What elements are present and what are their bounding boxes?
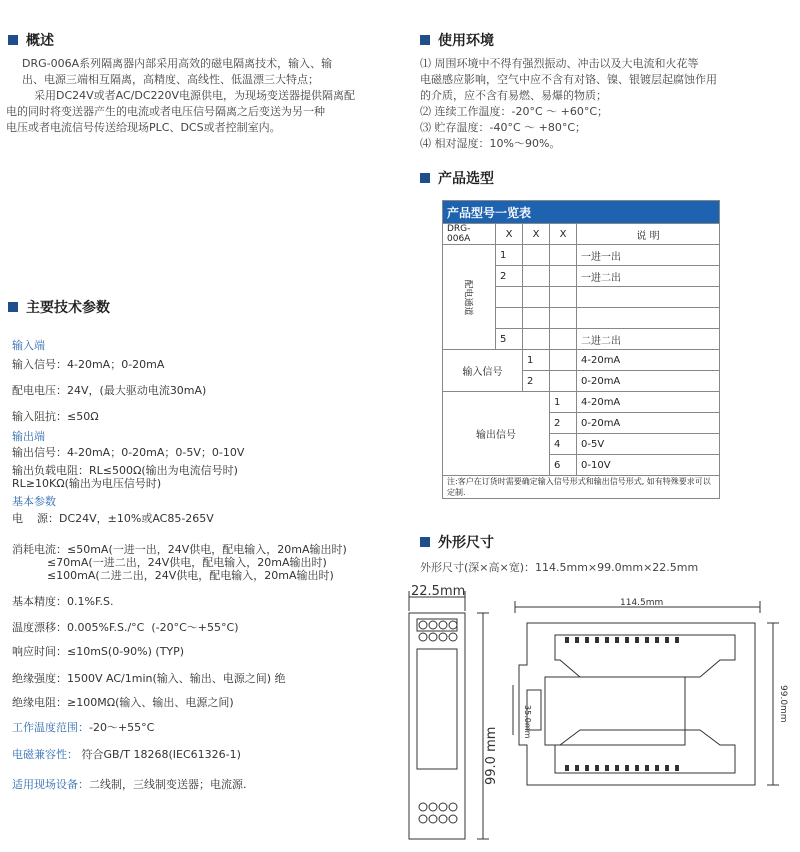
code-cell: 1 bbox=[496, 245, 523, 266]
environment-line: ⑴ 周围环境中不得有强烈振动、冲击以及大电流和火花等 bbox=[420, 57, 699, 70]
code-cell: 5 bbox=[496, 329, 523, 350]
desc-cell bbox=[577, 287, 720, 308]
overview-title-text: 概述 bbox=[26, 33, 54, 49]
overview-line: DRG-006A系列隔离器内部采用高效的磁电隔离技术，输入、输 bbox=[22, 57, 333, 70]
selection-title-text: 产品选型 bbox=[438, 171, 494, 187]
overview-paragraph bbox=[6, 56, 356, 136]
desc-cell: 4-20mA bbox=[577, 350, 720, 371]
side-height-label: 99.0mm bbox=[778, 685, 788, 723]
environment-line: ⑷ 相对湿度：10%～90%。 bbox=[420, 137, 561, 150]
code-cell: 1 bbox=[523, 350, 550, 371]
overview-title bbox=[8, 30, 54, 50]
input-signal-label: 输入信号 bbox=[443, 350, 523, 392]
dimensions-title-text: 外形尺寸 bbox=[438, 535, 494, 551]
spec-value: -20～+55°C bbox=[89, 721, 155, 734]
code-cell: 2 bbox=[496, 266, 523, 287]
dimensions-caption: 外形尺寸(深×高×宽)：114.5mm×99.0mm×22.5mm bbox=[420, 561, 699, 574]
spec-item bbox=[12, 719, 154, 735]
environment-line: 的介质，应不含有易燃、易爆的物质； bbox=[420, 89, 607, 102]
desc-cell: 一进一出 bbox=[577, 245, 720, 266]
spec-item: 绝缘强度：1500V AC/1min(输入、输出、电源之间) 绝 bbox=[12, 672, 286, 685]
code-cell: 1 bbox=[550, 392, 577, 413]
table-row bbox=[443, 245, 720, 266]
channel-group-text: 配电通道 bbox=[462, 278, 473, 316]
code-cell: 4 bbox=[550, 434, 577, 455]
table-row bbox=[443, 350, 720, 371]
code-cell: 2 bbox=[550, 413, 577, 434]
desc-cell: 0-20mA bbox=[577, 371, 720, 392]
header-model: DRG-006A bbox=[443, 224, 496, 245]
code-cell: 6 bbox=[550, 455, 577, 476]
spec-value: 二线制，三线制变送器；电流源. bbox=[89, 778, 247, 791]
table-note: 注:客户在订货时需要确定输入信号形式和输出信号形式, 如有特殊要求可以定制. bbox=[443, 476, 720, 499]
code-cell bbox=[496, 308, 523, 329]
spec-item: 温度漂移：0.005%F.S./°C (-20°C～+55°C) bbox=[12, 621, 239, 634]
section-bullet-icon bbox=[420, 173, 430, 183]
environment-line: ⑶ 贮存温度：-40°C ～ +80°C； bbox=[420, 121, 587, 134]
spec-item: ≤70mA(一进二出，24V供电，配电输入，20mA输出时) bbox=[12, 556, 327, 569]
dimensions-title bbox=[420, 532, 494, 552]
header-desc: 说 明 bbox=[577, 224, 720, 245]
rail-label: 35.0mm bbox=[523, 705, 532, 739]
spec-label: 电磁兼容性： bbox=[12, 748, 78, 761]
height-label: 99.0 mm bbox=[484, 726, 499, 785]
desc-cell bbox=[577, 308, 720, 329]
specs-title-text: 主要技术参数 bbox=[26, 300, 110, 316]
depth-label: 114.5mm bbox=[620, 598, 664, 608]
spec-item bbox=[12, 746, 241, 762]
code-cell: 2 bbox=[523, 371, 550, 392]
spec-item: 消耗电流：≤50mA(一进一出，24V供电，配电输入，20mA输出时) bbox=[12, 543, 347, 556]
spec-item: 配电电压：24V，(最大驱动电流30mA) bbox=[12, 384, 207, 397]
side-view-drawing bbox=[505, 595, 795, 810]
overview-line: 电的同时将变送器产生的电流或者电压信号隔离之后变送为另一种 bbox=[6, 105, 325, 118]
section-bullet-icon bbox=[420, 35, 430, 45]
overview-line: 出、电源三端相互隔离，高精度、高线性、低温漂三大特点； bbox=[22, 73, 319, 86]
environment-line: ⑵ 连续工作温度：-20°C ～ +60°C； bbox=[420, 105, 609, 118]
spec-item: 输出负载电阻：RL≤500Ω(输出为电流信号时) bbox=[12, 464, 238, 477]
section-bullet-icon bbox=[420, 537, 430, 547]
header-x3: X bbox=[550, 224, 577, 245]
table-row bbox=[443, 392, 720, 413]
spec-label: 工作温度范围： bbox=[12, 721, 89, 734]
section-bullet-icon bbox=[8, 302, 18, 312]
header-x1: X bbox=[496, 224, 523, 245]
spec-item: 输出信号：4-20mA；0-20mA；0-5V；0-10V bbox=[12, 446, 245, 459]
desc-cell: 二进二出 bbox=[577, 329, 720, 350]
desc-cell: 0-20mA bbox=[577, 413, 720, 434]
desc-cell: 0-10V bbox=[577, 455, 720, 476]
spec-item: 输入阻抗：≤50Ω bbox=[12, 410, 99, 423]
table-title: 产品型号一览表 bbox=[443, 201, 720, 224]
selection-title bbox=[420, 168, 494, 188]
code-cell bbox=[496, 287, 523, 308]
spec-value: 符合GB/T 18268(IEC61326-1) bbox=[78, 748, 241, 761]
environment-title-text: 使用环境 bbox=[438, 33, 494, 49]
channel-group-label bbox=[443, 245, 496, 350]
environment-line: 电磁感应影响，空气中应不含有对铬、镍、银镀层起腐蚀作用 bbox=[420, 73, 717, 86]
spec-item: 绝缘电阻：≥100MΩ(输入、输出、电源之间) bbox=[12, 696, 234, 709]
section-bullet-icon bbox=[8, 35, 18, 45]
spec-item: 响应时间：≤10mS(0-90%) (TYP) bbox=[12, 645, 185, 658]
spec-item: 电 源：DC24V，±10%或AC85-265V bbox=[12, 512, 214, 525]
desc-cell: 0-5V bbox=[577, 434, 720, 455]
spec-item: RL≥10KΩ(输出为电压信号时) bbox=[12, 477, 162, 490]
overview-line: 采用DC24V或者AC/DC220V电源供电，为现场变送器提供隔离配 bbox=[34, 89, 356, 102]
spec-label: 适用现场设备： bbox=[12, 778, 89, 791]
overview-line: 电压或者电流信号传送给现场PLC、DCS或者控制室内。 bbox=[6, 121, 281, 134]
header-x2: X bbox=[523, 224, 550, 245]
desc-cell: 4-20mA bbox=[577, 392, 720, 413]
spec-item: 输入信号：4-20mA；0-20mA bbox=[12, 358, 165, 371]
product-selection-table bbox=[442, 200, 720, 499]
desc-cell: 一进二出 bbox=[577, 266, 720, 287]
spec-item: 输入端 bbox=[12, 339, 45, 352]
output-signal-label: 输出信号 bbox=[443, 392, 550, 476]
spec-item: 基本参数 bbox=[12, 495, 56, 508]
width-label: 22.5mm bbox=[411, 585, 466, 599]
environment-title bbox=[420, 30, 494, 50]
spec-item: ≤100mA(二进二出，24V供电，配电输入，20mA输出时) bbox=[12, 569, 334, 582]
table-header-row bbox=[443, 224, 720, 245]
specs-title bbox=[8, 297, 110, 317]
front-view-drawing bbox=[395, 585, 500, 845]
spec-item: 输出端 bbox=[12, 430, 45, 443]
spec-item: 基本精度：0.1%F.S. bbox=[12, 595, 114, 608]
spec-item bbox=[12, 776, 247, 792]
environment-paragraph bbox=[420, 56, 792, 152]
